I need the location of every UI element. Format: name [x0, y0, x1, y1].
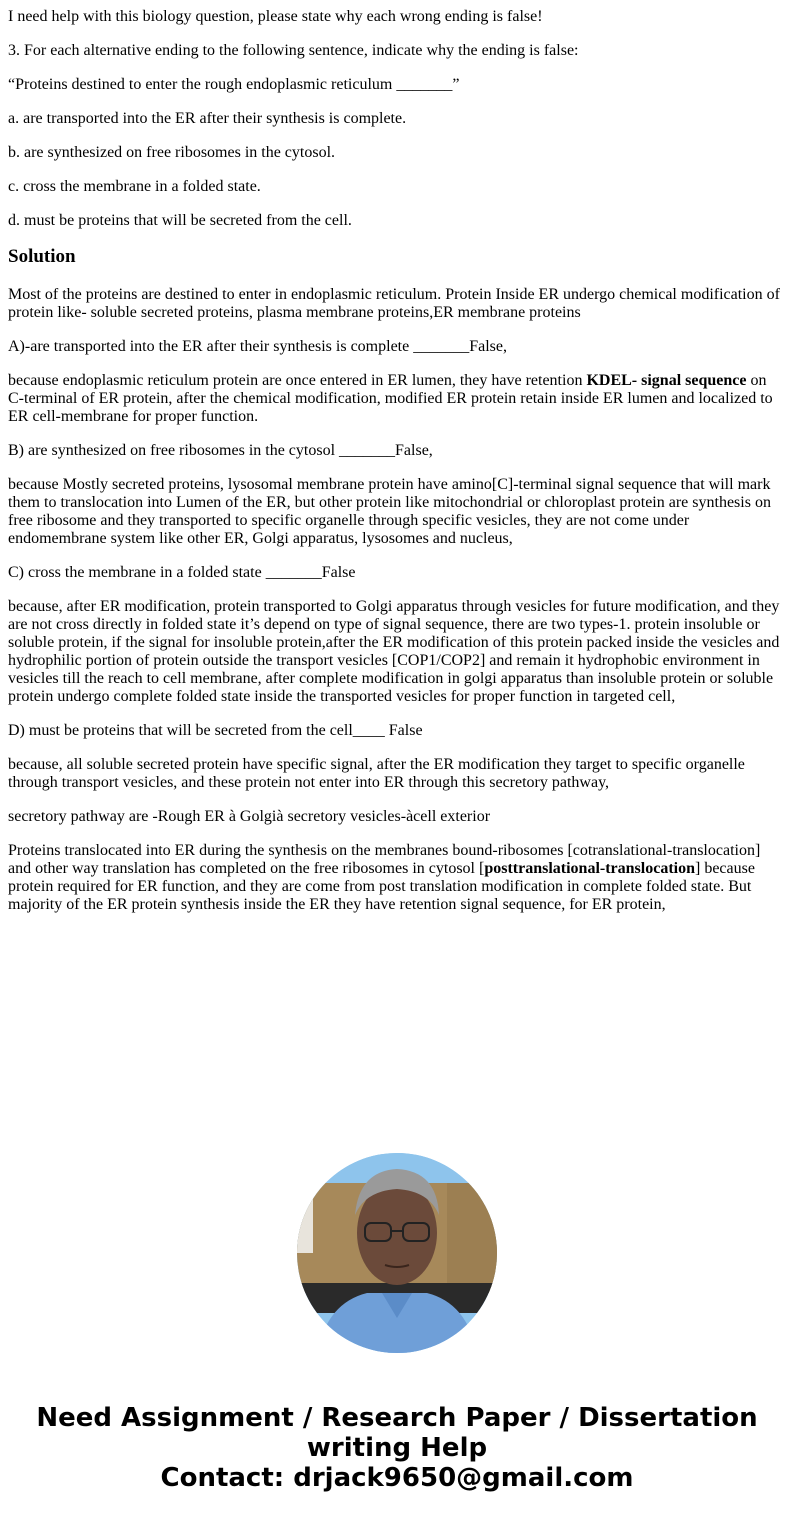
- question-intro: I need help with this biology question, please state why each wrong ending is false!: [8, 8, 543, 25]
- option-d: d. must be proteins that will be secreted from the cell.: [8, 212, 352, 229]
- option-c: c. cross the membrane in a folded state.: [8, 178, 261, 195]
- footer-contact-email: Contact: drjack9650@gmail.com: [160, 1463, 634, 1493]
- answer-b-explanation: because Mostly secreted proteins, lysosomal membrane protein have amino[C]-terminal signal sequence that will mark them to translocation into Lumen of the ER, but other protein like mitochondrial or chloroplast protein are synthesis on free ribosome and they transported to specific organelle through specific vesicles, they are not come under endomembrane system like other ER, Golgi apparatus, lysosomes and nucleus,: [8, 476, 771, 547]
- solution-intro: Most of the proteins are destined to enter in endoplasmic reticulum. Protein Inside ER undergo chemical modification of protein like- soluble secreted proteins, plasma membrane proteins,ER membrane proteins: [8, 286, 780, 321]
- document-body: [8, 8, 786, 930]
- bold-term: posttranslational-translocation: [484, 860, 695, 877]
- footer-line-2: writing Help: [306, 1433, 488, 1463]
- answer-d-label: D) must be proteins that will be secreted from the cell____ False: [8, 722, 423, 739]
- bold-term: KDEL- signal sequence: [586, 372, 747, 389]
- option-a: a. are transported into the ER after their synthesis is complete.: [8, 110, 407, 127]
- text: Proteins translocated into ER during the synthesis on the membranes bound-ribosomes [cotranslational-translocation] and other way translation has completed on the free ribosomes in cytosol [: [8, 842, 761, 877]
- answer-d-explanation: because, all soluble secreted protein have specific signal, after the ER modification they target to specific organelle through transport vesicles, and these protein not enter into ER through this secretory pathway,: [8, 756, 745, 791]
- question-sentence: “Proteins destined to enter the rough endoplasmic reticulum _______”: [8, 76, 460, 93]
- answer-c-label: C) cross the membrane in a folded state _______False: [8, 564, 356, 581]
- text: on C-terminal of ER protein, after the chemical modification, modified ER protein retain inside ER lumen and localized to ER cell-membrane for proper function.: [8, 372, 773, 425]
- footer-line-1: Need Assignment / Research Paper / Dissertation: [36, 1403, 758, 1433]
- option-b: b. are synthesized on free ribosomes in the cytosol.: [8, 144, 336, 161]
- person-photo-icon: [297, 1153, 497, 1353]
- solution-heading: Solution: [8, 246, 76, 267]
- final-paragraph: [8, 842, 786, 914]
- text: ] because protein required for ER function, and they are come from post translation modification in complete folded state. But majority of the ER protein synthesis inside the ER they have retention signal sequence, for ER protein,: [8, 860, 755, 913]
- contact-footer: [0, 1403, 794, 1493]
- answer-b-label: B) are synthesized on free ribosomes in the cytosol _______False,: [8, 442, 433, 459]
- question-prompt: 3. For each alternative ending to the following sentence, indicate why the ending is false:: [8, 42, 579, 59]
- answer-c-explanation: because, after ER modification, protein transported to Golgi apparatus through vesicles for future modification, and they are not cross directly in folded state it’s depend on type of signal sequence, there are two types-1. protein insoluble or soluble protein, if the signal for insoluble protein,after the ER modification of this protein packed inside the vesicles and hydrophilic portion of protein outside the transport vesicles [COP1/COP2] and remain it hydrophobic environment in vesicles till the reach to cell membrane, after complete modification in golgi apparatus than insoluble protein or soluble protein undergo complete folded state inside the transported vesicles for proper function in targeted cell,: [8, 598, 780, 705]
- answer-a-label: A)-are transported into the ER after their synthesis is complete _______False,: [8, 338, 507, 355]
- avatar: [297, 1153, 497, 1353]
- answer-a-explanation: [8, 372, 786, 426]
- text: because endoplasmic reticulum protein are once entered in ER lumen, they have retention: [8, 372, 587, 389]
- secretory-pathway: secretory pathway are -Rough ER à Golgià secretory vesicles-àcell exterior: [8, 808, 491, 825]
